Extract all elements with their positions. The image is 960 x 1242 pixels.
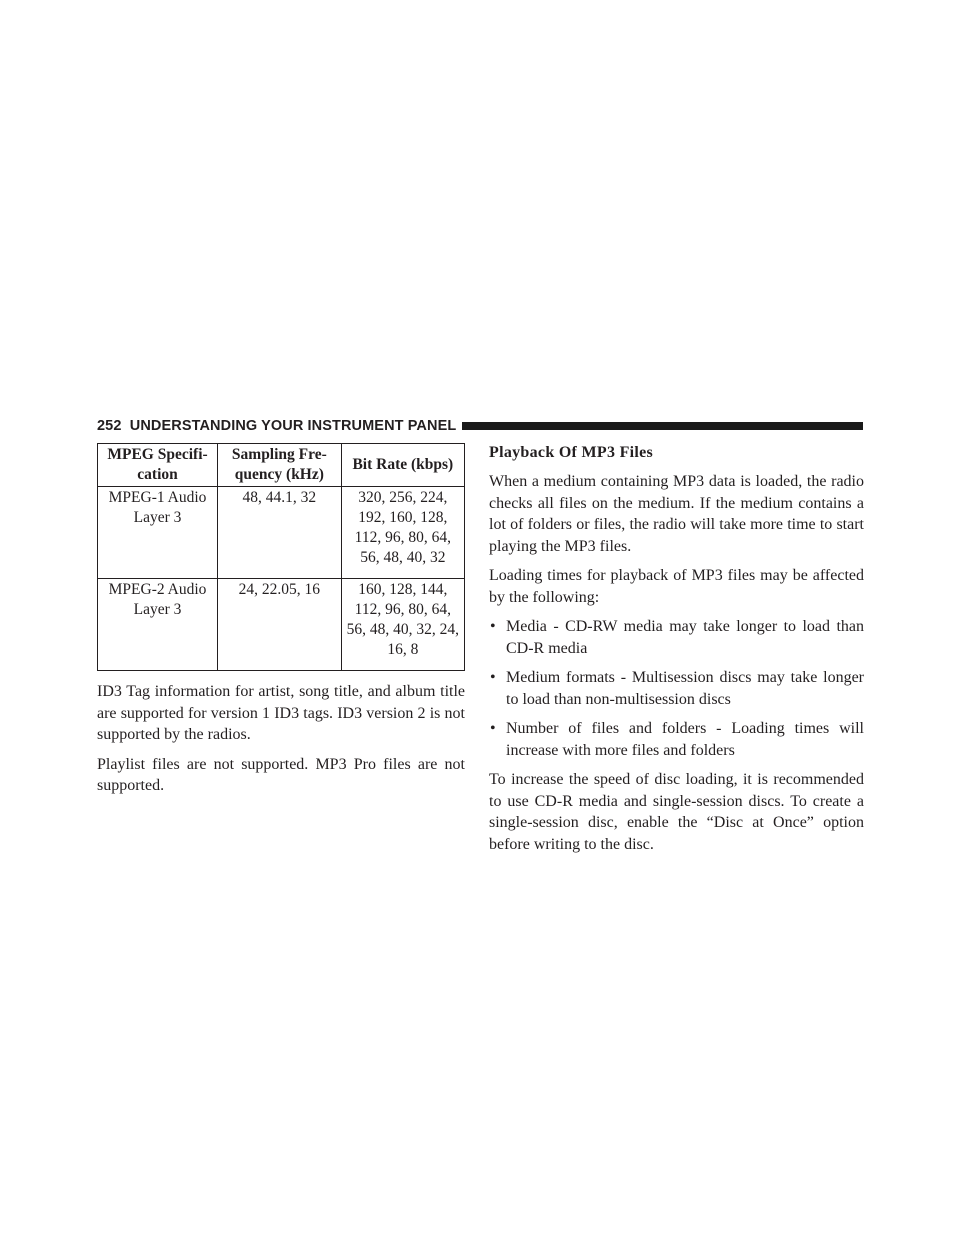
table-cell: 48, 44.1, 32 <box>218 487 342 579</box>
list-item-text: Media - CD-RW media may take longer to load than CD-R media <box>506 618 864 657</box>
bullet-icon: • <box>490 669 496 686</box>
section-heading: Playback Of MP3 Files <box>489 444 654 461</box>
header-label <box>97 418 462 434</box>
section-title: UNDERSTANDING YOUR INSTRUMENT PANEL <box>129 418 457 434</box>
playlist-paragraph: Playlist files are not supported. MP3 Pro files are not supported. <box>97 755 465 794</box>
bullet-icon: • <box>490 618 496 635</box>
id3-paragraph: ID3 Tag information for artist, song title, and album title are supported for version 1 ID3 tags. ID3 version 2 is not supported by the radios. <box>97 683 465 743</box>
bullet-icon: • <box>490 720 496 737</box>
list-item <box>489 718 864 761</box>
table-header-cell: Bit Rate (kbps) <box>341 444 464 487</box>
lead-paragraph: Loading times for playback of MP3 files may be affected by the following: <box>489 567 864 606</box>
table-header-row <box>98 444 465 487</box>
list-item-text: Medium formats - Multisession discs may take longer to load than non-multisession discs <box>506 669 864 708</box>
list-item <box>489 667 864 710</box>
table-cell: MPEG-1 Audio Layer 3 <box>98 487 218 579</box>
page-header <box>97 418 863 434</box>
page-number: 252 <box>97 418 122 434</box>
mpeg-spec-table <box>97 443 465 671</box>
intro-paragraph: When a medium containing MP3 data is loaded, the radio checks all files on the medium. If the medium contains a lot of folders or files, the radio will take more time to start playing the MP3 files. <box>489 473 864 555</box>
table-cell: 320, 256, 224, 192, 160, 128, 112, 96, 80, 64, 56, 48, 40, 32 <box>341 487 464 579</box>
closing-paragraph: To increase the speed of disc loading, it is recommended to use CD-R media and single-session discs. To create a single-session disc, enable the “Disc at Once” option before writing to the disc. <box>489 771 864 853</box>
bullet-list <box>489 616 864 761</box>
left-column <box>97 443 465 797</box>
list-item-text: Number of files and folders - Loading times will increase with more files and folders <box>506 720 864 759</box>
table-header-cell: Sampling Fre- quency (kHz) <box>218 444 342 487</box>
table-row <box>98 579 465 671</box>
table-cell: 160, 128, 144, 112, 96, 80, 64, 56, 48, 40, 32, 24, 16, 8 <box>341 579 464 671</box>
list-item <box>489 616 864 659</box>
table-cell: MPEG-2 Audio Layer 3 <box>98 579 218 671</box>
right-column <box>489 443 864 855</box>
table-row <box>98 487 465 579</box>
table-cell: 24, 22.05, 16 <box>218 579 342 671</box>
table-header-cell: MPEG Specifi- cation <box>98 444 218 487</box>
